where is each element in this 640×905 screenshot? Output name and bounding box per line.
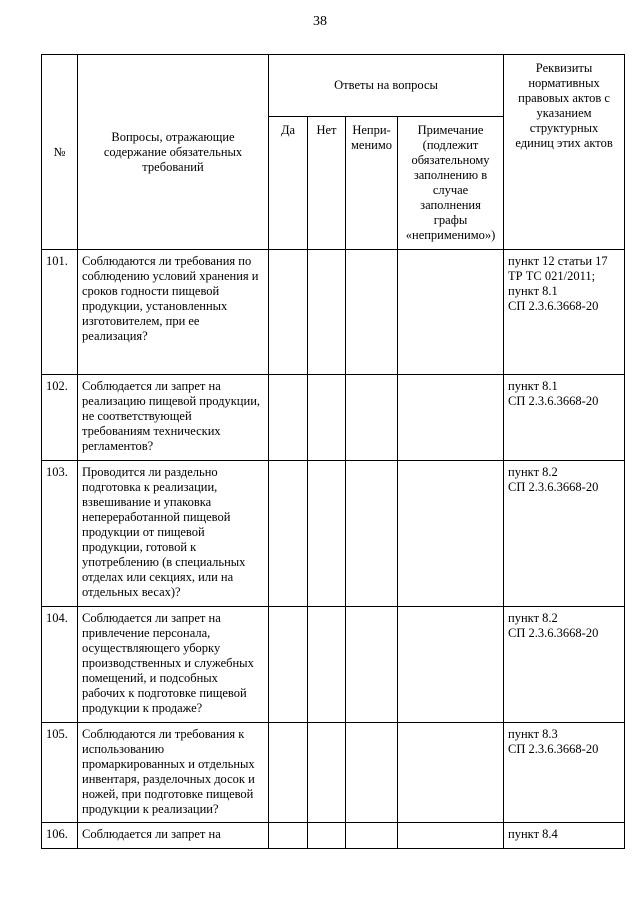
header-note: Примечание (подлежит обязательному заполнению в случае заполнения графы «неприменимо») bbox=[398, 117, 504, 250]
row-number: 105. bbox=[42, 723, 78, 823]
answer-not-applicable-cell[interactable] bbox=[346, 607, 398, 723]
answer-note-cell[interactable] bbox=[398, 461, 504, 607]
answer-yes-cell[interactable] bbox=[269, 250, 308, 375]
answer-note-cell[interactable] bbox=[398, 607, 504, 723]
answer-yes-cell[interactable] bbox=[269, 375, 308, 461]
row-requisites: пункт 8.2 СП 2.3.6.3668-20 bbox=[504, 607, 625, 723]
answer-no-cell[interactable] bbox=[308, 375, 346, 461]
answer-yes-cell[interactable] bbox=[269, 823, 308, 849]
row-question: Соблюдается ли запрет на привлечение персонала, осуществляющего уборку производственных и служебных помещений, и подсобных рабочих к подготовке пищевой продукции к продаже? bbox=[78, 607, 269, 723]
answer-no-cell[interactable] bbox=[308, 461, 346, 607]
answer-note-cell[interactable] bbox=[398, 375, 504, 461]
answer-note-cell[interactable] bbox=[398, 723, 504, 823]
row-question: Соблюдаются ли требования по соблюдению условий хранения и сроков годности пищевой продукции, установленных изготовителем, при ее реализация? bbox=[78, 250, 269, 375]
header-row-top bbox=[42, 55, 625, 117]
header-question: Вопросы, отражающие содержание обязательных требований bbox=[78, 55, 269, 250]
table-row bbox=[42, 823, 625, 849]
row-question: Проводится ли раздельно подготовка к реализации, взвешивание и упаковка непереработанной пищевой продукции от пищевой продукции, готовой к употреблению (в специальных отделах или секциях, или на отдельных весах)? bbox=[78, 461, 269, 607]
answer-note-cell[interactable] bbox=[398, 250, 504, 375]
header-no: Нет bbox=[308, 117, 346, 250]
answer-not-applicable-cell[interactable] bbox=[346, 375, 398, 461]
answer-note-cell[interactable] bbox=[398, 823, 504, 849]
answer-not-applicable-cell[interactable] bbox=[346, 250, 398, 375]
row-question: Соблюдается ли запрет на реализацию пищевой продукции, не соответствующей требованиям технических регламентов? bbox=[78, 375, 269, 461]
answer-yes-cell[interactable] bbox=[269, 461, 308, 607]
row-requisites: пункт 8.3 СП 2.3.6.3668-20 bbox=[504, 723, 625, 823]
table-row bbox=[42, 461, 625, 607]
row-requisites: пункт 8.4 bbox=[504, 823, 625, 849]
header-number: № bbox=[42, 55, 78, 250]
answer-yes-cell[interactable] bbox=[269, 607, 308, 723]
header-not-applicable: Непри- менимо bbox=[346, 117, 398, 250]
answer-no-cell[interactable] bbox=[308, 607, 346, 723]
page-number: 38 bbox=[313, 14, 327, 29]
row-question: Соблюдается ли запрет на bbox=[78, 823, 269, 849]
header-requisites: Реквизиты нормативных правовых актов с указанием структурных единиц этих актов bbox=[504, 55, 625, 250]
answer-yes-cell[interactable] bbox=[269, 723, 308, 823]
row-requisites: пункт 8.2 СП 2.3.6.3668-20 bbox=[504, 461, 625, 607]
answer-not-applicable-cell[interactable] bbox=[346, 823, 398, 849]
row-requisites: пункт 8.1 СП 2.3.6.3668-20 bbox=[504, 375, 625, 461]
table-row bbox=[42, 607, 625, 723]
answer-not-applicable-cell[interactable] bbox=[346, 461, 398, 607]
answer-not-applicable-cell[interactable] bbox=[346, 723, 398, 823]
table-row bbox=[42, 723, 625, 823]
table-row bbox=[42, 250, 625, 375]
checklist-table bbox=[41, 54, 625, 849]
row-number: 101. bbox=[42, 250, 78, 375]
header-answers: Ответы на вопросы bbox=[269, 55, 504, 117]
answer-no-cell[interactable] bbox=[308, 723, 346, 823]
row-number: 103. bbox=[42, 461, 78, 607]
row-number: 106. bbox=[42, 823, 78, 849]
row-number: 104. bbox=[42, 607, 78, 723]
table-row bbox=[42, 375, 625, 461]
row-question: Соблюдаются ли требования к использованию промаркированных и отдельных инвентаря, разделочных досок и ножей, при подготовке пищевой продукции к реализации? bbox=[78, 723, 269, 823]
answer-no-cell[interactable] bbox=[308, 823, 346, 849]
row-requisites: пункт 12 статьи 17 ТР ТС 021/2011; пункт 8.1 СП 2.3.6.3668-20 bbox=[504, 250, 625, 375]
header-yes: Да bbox=[269, 117, 308, 250]
row-number: 102. bbox=[42, 375, 78, 461]
answer-no-cell[interactable] bbox=[308, 250, 346, 375]
